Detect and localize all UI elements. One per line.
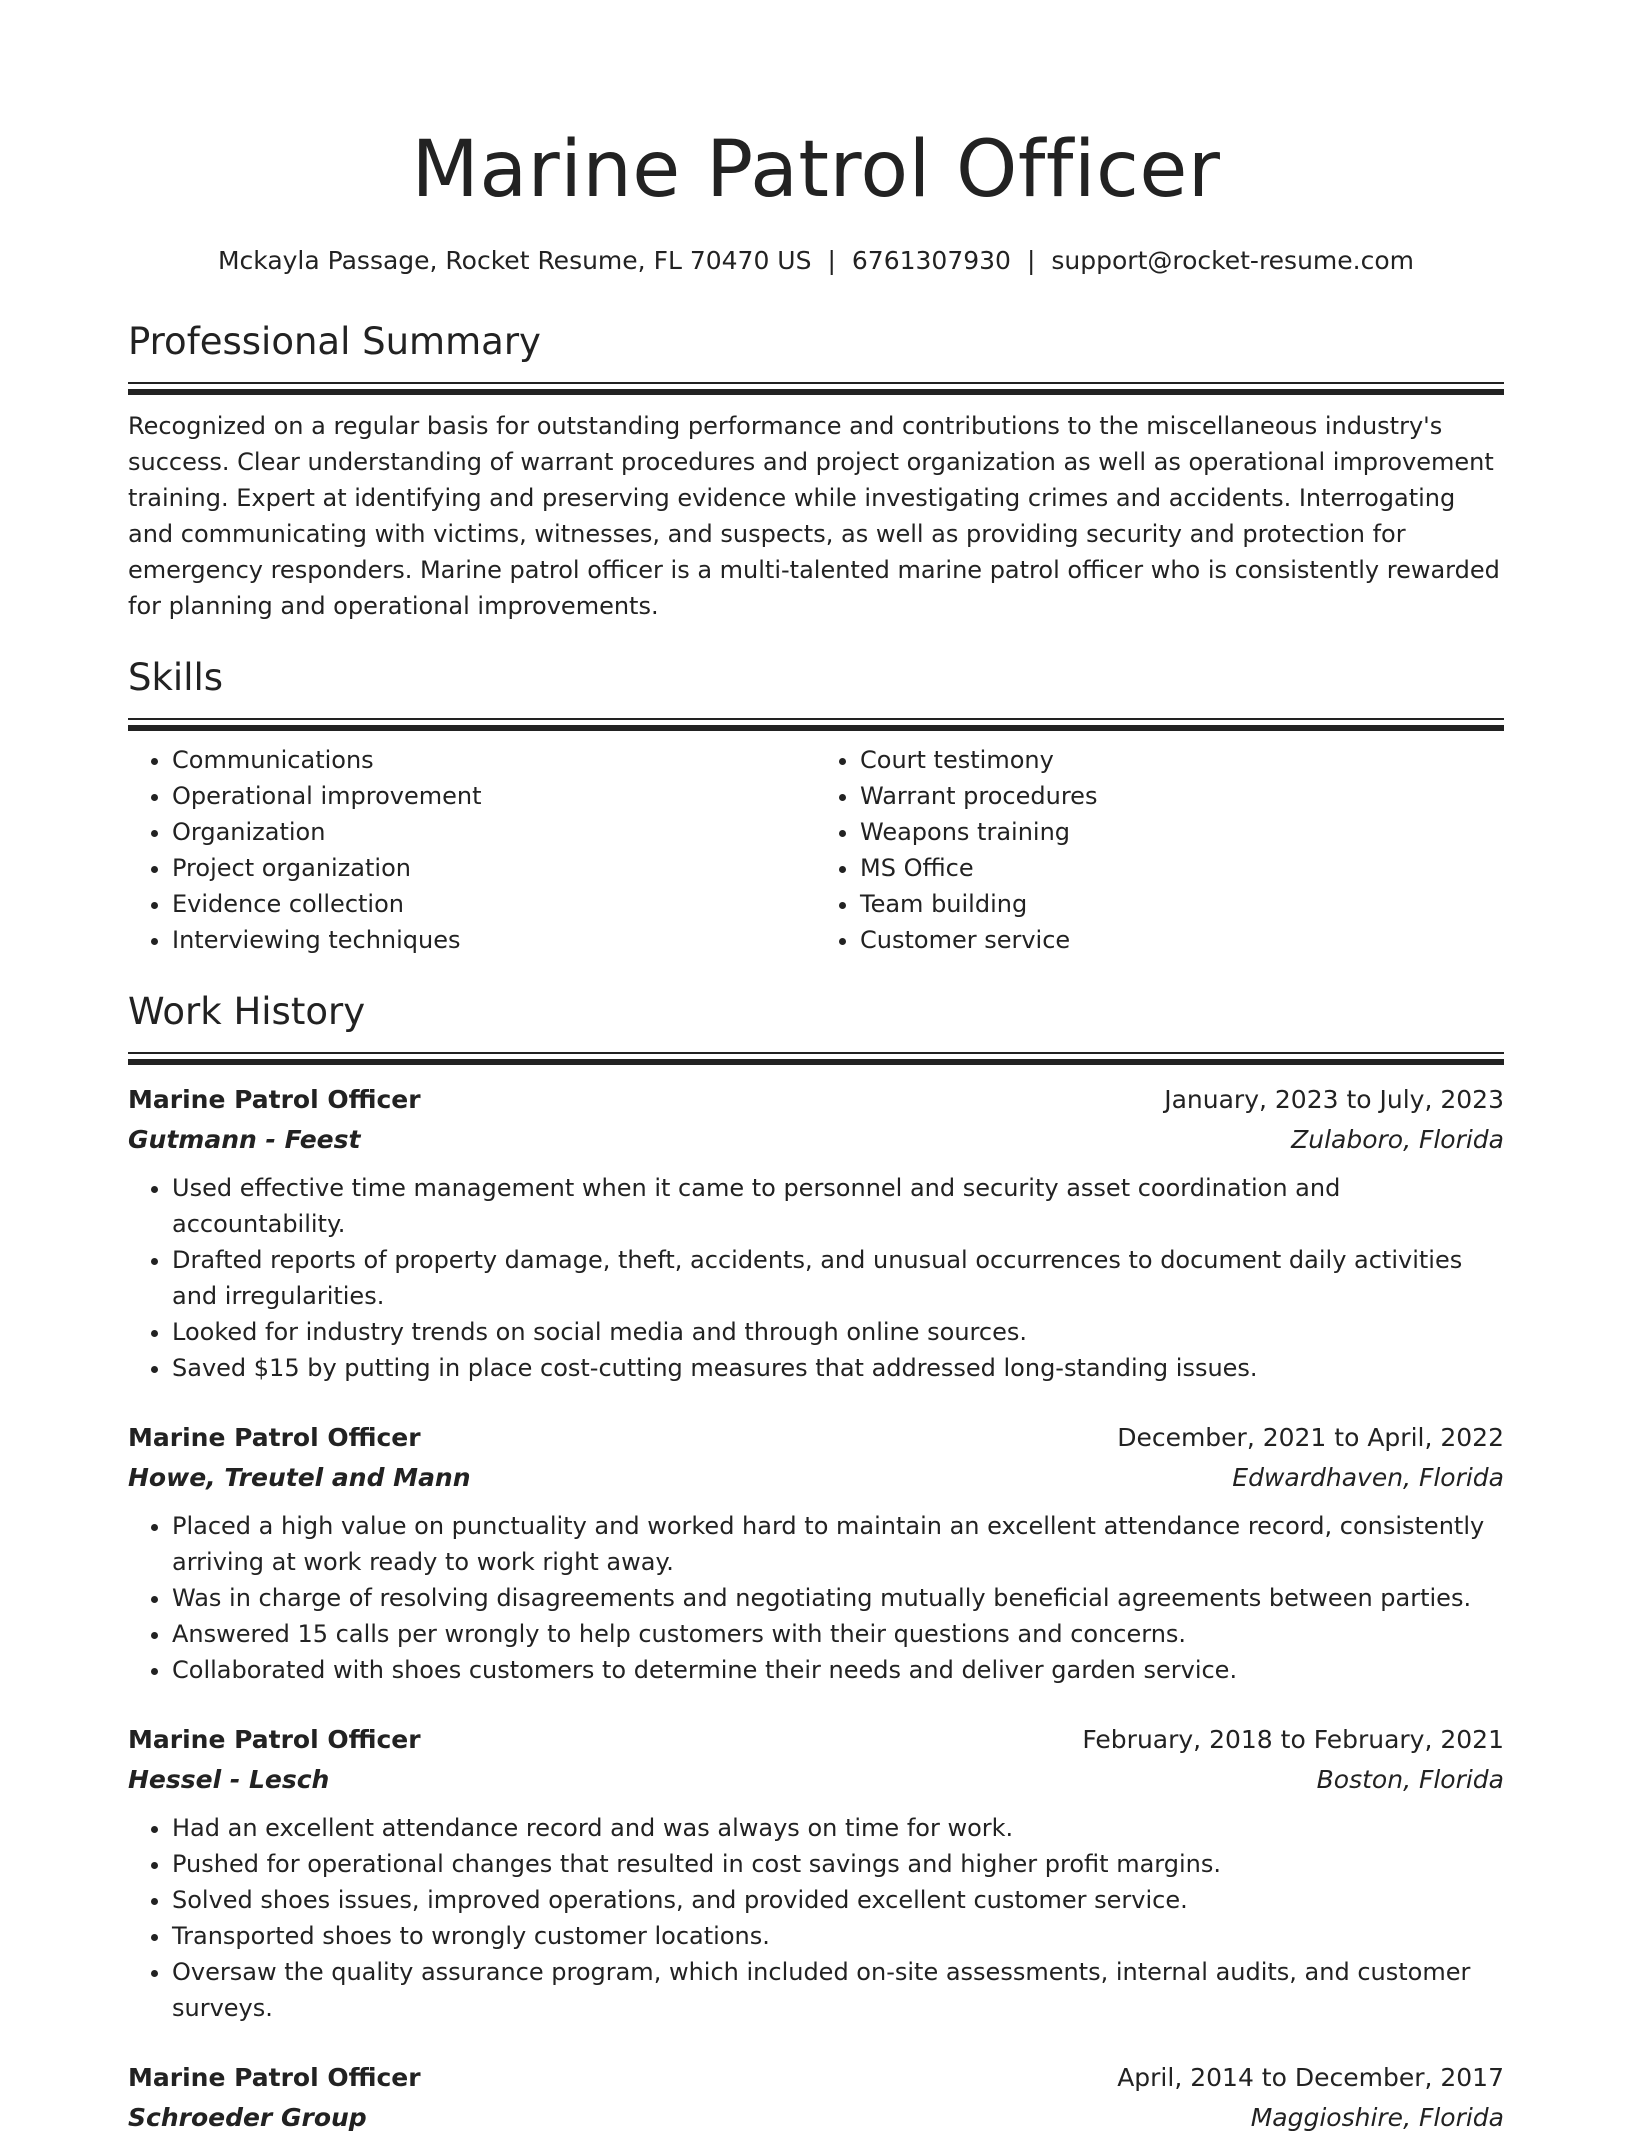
job-title: Marine Patrol Officer xyxy=(128,2063,421,2092)
skills-list-right xyxy=(816,742,1504,958)
job-entry xyxy=(128,1080,1504,1386)
skills-heading: Skills xyxy=(128,656,224,699)
job-bullets xyxy=(128,1508,1504,1688)
job-header-row xyxy=(128,1720,1504,1760)
job-entry xyxy=(128,1418,1504,1688)
skills-columns xyxy=(128,742,1504,958)
job-company-row xyxy=(128,1458,1504,1498)
contact-separator: | xyxy=(1026,246,1036,275)
contact-address: Mckayla Passage, Rocket Resume, FL 70470 US xyxy=(217,246,812,275)
contact-separator: | xyxy=(827,246,836,275)
job-company-row xyxy=(128,2098,1504,2138)
skill-item: • Operational improvement xyxy=(172,778,816,814)
job-bullet: • Transported shoes to wrongly customer locations. xyxy=(172,1918,1504,1954)
job-bullets xyxy=(128,1170,1504,1386)
skills-list-left xyxy=(128,742,816,958)
job-location: Maggioshire, Florida xyxy=(1250,2103,1504,2132)
summary-heading: Professional Summary xyxy=(128,320,541,363)
job-location: Edwardhaven, Florida xyxy=(1232,1463,1504,1492)
contact-phone[interactable]: 6761307930 xyxy=(851,246,1011,275)
skill-item: • Weapons training xyxy=(860,814,1504,850)
skills-section xyxy=(128,654,1504,958)
job-bullet: • Answered 15 calls per wrongly to help customers with their questions and concerns. xyxy=(172,1616,1504,1652)
summary-section xyxy=(128,318,1504,624)
job-header-row xyxy=(128,2058,1504,2098)
work-history-heading: Work History xyxy=(128,990,366,1033)
job-dates: January, 2023 to July, 2023 xyxy=(1164,1085,1504,1114)
job-bullet: • Placed a high value on punctuality and worked hard to maintain an excellent attendance record, consistently arriving at work ready to work right away. xyxy=(172,1508,1504,1580)
job-header-row xyxy=(128,1080,1504,1120)
job-company-row xyxy=(128,1760,1504,1800)
skill-item: • Team building xyxy=(860,886,1504,922)
job-company: Schroeder Group xyxy=(128,2103,367,2132)
job-dates: February, 2018 to February, 2021 xyxy=(1082,1725,1504,1754)
section-divider xyxy=(128,382,1504,396)
job-entry xyxy=(128,1720,1504,2026)
job-bullet: • Looked for industry trends on social media and through online sources. xyxy=(172,1314,1504,1350)
job-bullet: • Solved shoes issues, improved operations, and provided excellent customer service. xyxy=(172,1882,1504,1918)
skill-item: • Customer service xyxy=(860,922,1504,958)
job-company-row xyxy=(128,1120,1504,1160)
job-bullets xyxy=(128,1810,1504,2026)
job-location: Zulaboro, Florida xyxy=(1291,1125,1504,1154)
job-bullet: • Was in charge of resolving disagreements and negotiating mutually beneficial agreements between parties. xyxy=(172,1580,1504,1616)
resume-name: Marine Patrol Officer xyxy=(411,125,1221,215)
contact-line xyxy=(128,244,1504,278)
skill-item: • Organization xyxy=(172,814,816,850)
job-bullet: • Saved $15 by putting in place cost-cutting measures that addressed long-standing issues. xyxy=(172,1350,1504,1386)
skill-item: • Interviewing techniques xyxy=(172,922,816,958)
work-history-section xyxy=(128,988,1504,2138)
job-bullet: • Oversaw the quality assurance program, which included on-site assessments, internal audits, and customer surveys. xyxy=(172,1954,1504,2026)
job-header-row xyxy=(128,1418,1504,1458)
job-dates: April, 2014 to December, 2017 xyxy=(1117,2063,1504,2092)
skill-item: • MS Office xyxy=(860,850,1504,886)
job-title: Marine Patrol Officer xyxy=(128,1725,421,1754)
skill-item: • Communications xyxy=(172,742,816,778)
skill-item: • Court testimony xyxy=(860,742,1504,778)
job-company: Howe, Treutel and Mann xyxy=(128,1463,471,1492)
skill-item: • Warrant procedures xyxy=(860,778,1504,814)
section-divider xyxy=(128,1052,1504,1066)
job-bullet: • Had an excellent attendance record and was always on time for work. xyxy=(172,1810,1504,1846)
job-company: Gutmann - Feest xyxy=(128,1125,361,1154)
contact-email[interactable]: support@rocket-resume.com xyxy=(1051,246,1415,275)
job-company: Hessel - Lesch xyxy=(128,1765,330,1794)
skill-item: • Evidence collection xyxy=(172,886,816,922)
skill-item: • Project organization xyxy=(172,850,816,886)
job-entry xyxy=(128,2058,1504,2138)
job-bullet: • Drafted reports of property damage, theft, accidents, and unusual occurrences to document daily activities and irregularities. xyxy=(172,1242,1504,1314)
job-dates: December, 2021 to April, 2022 xyxy=(1117,1423,1504,1452)
job-location: Boston, Florida xyxy=(1316,1765,1504,1794)
job-bullet: • Pushed for operational changes that resulted in cost savings and higher profit margins. xyxy=(172,1846,1504,1882)
job-bullet: • Used effective time management when it came to personnel and security asset coordination and accountability. xyxy=(172,1170,1504,1242)
summary-text: Recognized on a regular basis for outstanding performance and contributions to the miscellaneous industry's success. Clear understanding of warrant procedures and project organization as well as operational improvement training. Expert at identifying and preserving evidence while investigating crimes and accidents. Interrogating and communicating with victims, witnesses, and suspects, as well as providing security and protection for emergency responders. Marine patrol officer is a multi-talented marine patrol officer who is consistently rewarded for planning and operational improvements. xyxy=(128,412,1500,620)
job-bullet: • Collaborated with shoes customers to determine their needs and deliver garden service. xyxy=(172,1652,1504,1688)
job-title: Marine Patrol Officer xyxy=(128,1423,421,1452)
section-divider xyxy=(128,718,1504,732)
job-title: Marine Patrol Officer xyxy=(128,1085,421,1114)
